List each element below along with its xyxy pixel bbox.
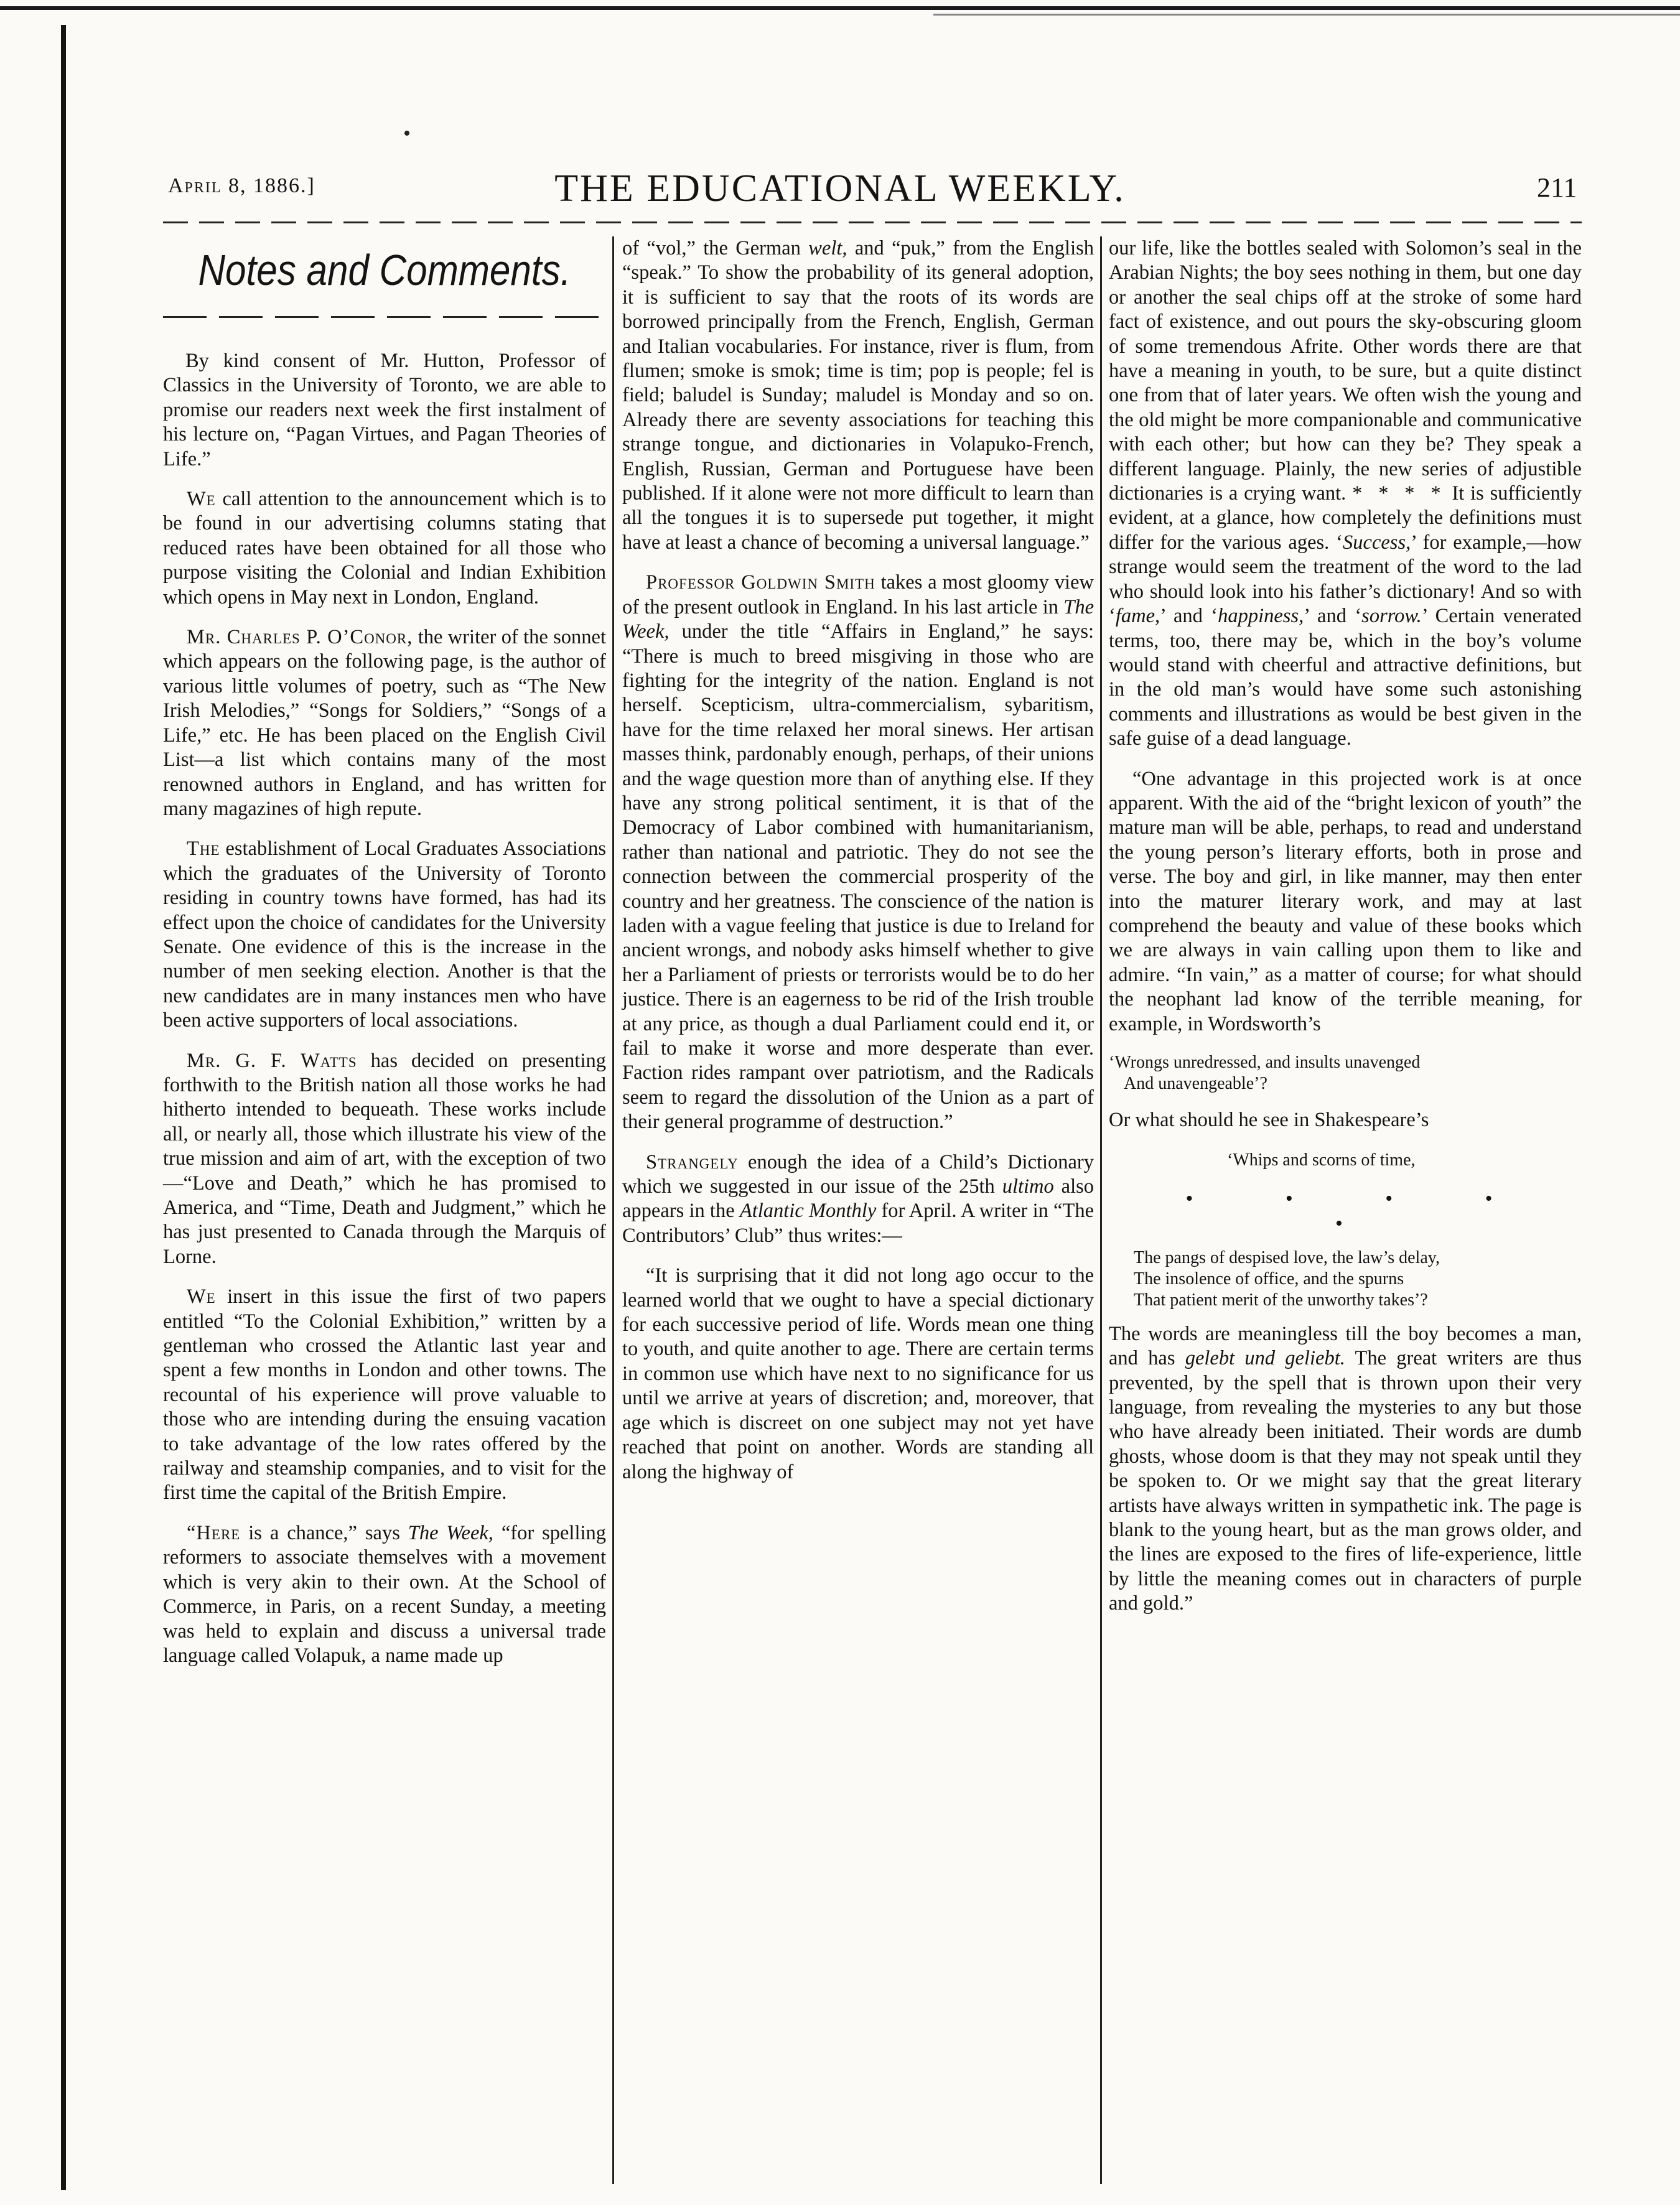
paragraph-graduates-associations bbox=[163, 837, 606, 1033]
verse-line: That patient merit of the unworthy takes’? bbox=[1134, 1290, 1428, 1310]
paragraph-text: call attention to the announcement which is to be found in our advertising columns stating that reduced rates have been obtained for all those who purpose visiting the Colonial and Indian Exhibition which opens in May next in London, England. bbox=[163, 488, 606, 608]
lead-word: We bbox=[187, 1285, 216, 1308]
column-divider-2 bbox=[1100, 236, 1102, 2184]
paragraph-text: insert in this issue the first of two papers entitled “To the Colonial Exhibition,” written by a gentleman who crossed the Atlantic last year and spent a few months in London and other towns. The recountal of his experience will prove valuable to those who are intending during the ensuing vacation to take advantage of the low rates offered by the railway and steamship companies, and to visit for the first time the capital of the British Empire. bbox=[163, 1285, 606, 1504]
italic-word: ultimo bbox=[1002, 1175, 1054, 1198]
lead-word: Professor Goldwin Smith bbox=[646, 571, 875, 594]
verse-line: The insolence of office, and the spurns bbox=[1134, 1269, 1404, 1289]
paragraph-meaningless-words bbox=[1109, 1322, 1582, 1616]
quotation-shakespeare-opening: ‘Whips and scorns of time, bbox=[1227, 1150, 1416, 1170]
paragraph-text: The words are meaningless till the boy becomes a man, and has bbox=[1109, 1322, 1582, 1370]
paragraph-colonial-exhibition bbox=[163, 1285, 606, 1506]
lead-word: Mr. Charles P. O’Conor, bbox=[187, 626, 413, 649]
column-2 bbox=[622, 236, 1094, 1500]
paragraph-text: ’ for example,—how strange would seem the treatment of the word to the lad who should look into his father’s dictionary! And so with ‘ bbox=[1109, 531, 1582, 628]
paragraph-text: takes a most gloomy view of the present outlook in England. In his last article in bbox=[622, 571, 1094, 618]
section-title: Notes and Comments. bbox=[198, 246, 571, 294]
page-number: 211 bbox=[1537, 172, 1577, 203]
paragraph-text: ’ Certain venerated terms, too, there may be, which in the boy’s volume would stand with cheerful and attractive definitions, but in the old man’s would have some such astonishing comments and illustrations as would be best given in the safe guise of a dead language. bbox=[1109, 605, 1582, 750]
italic-word: Success, bbox=[1343, 531, 1411, 554]
italic-title: The Week, bbox=[408, 1521, 493, 1544]
paragraph-text: for April. A writer in “The Contributors’ Club” thus writes:— bbox=[622, 1200, 1094, 1247]
paragraph-text: enough the idea of a Child’s Dictionary which we suggested in our issue of the 25th bbox=[622, 1150, 1094, 1198]
lead-word: “Here bbox=[187, 1521, 241, 1544]
lead-word: Strangely bbox=[646, 1150, 739, 1173]
italic-phrase: gelebt und geliebt. bbox=[1185, 1347, 1345, 1370]
issue-date: April 8, 1886.] bbox=[168, 174, 315, 197]
asterism: * * * * bbox=[1352, 482, 1446, 505]
paragraph-text: of “vol,” the German bbox=[622, 237, 809, 259]
publication-title: THE EDUCATIONAL WEEKLY. bbox=[554, 167, 1126, 210]
top-border-rule-secondary bbox=[933, 14, 1680, 16]
section-title-rule bbox=[163, 316, 606, 318]
quotation-line: ‘Wrongs unredressed, and insults unavenged bbox=[1109, 1053, 1421, 1072]
column-divider-1 bbox=[612, 236, 614, 2184]
top-border-rule bbox=[0, 6, 1680, 10]
column-1 bbox=[163, 236, 606, 1684]
lead-word: The bbox=[187, 837, 220, 860]
paragraph-text: is a chance,” says bbox=[240, 1521, 408, 1544]
paragraph-text: has decided on presenting forthwith to the British nation all those works he had hitherto intended to bequeath. These works include all, or nearly all, those which illustrate his view of the true mission and aim of art, with the exception of two—“Love and Death,” which he has promised to America, and “Time, Death and Judgment,” which he has just presented to Canada through the Marquis of Lorne. bbox=[163, 1049, 606, 1268]
paragraph-oconor bbox=[163, 625, 606, 821]
paragraph-watts bbox=[163, 1049, 606, 1270]
header-rule bbox=[163, 221, 1582, 223]
column-3 bbox=[1109, 236, 1582, 1632]
paragraph-text: It is sufficiently evident, at a glance, how completely the definitions must differ for the various ages. ‘ bbox=[1109, 482, 1582, 554]
italic-title: Atlantic Monthly bbox=[739, 1200, 877, 1223]
paragraph-text: ’ and ‘ bbox=[1304, 605, 1362, 628]
italic-word: happiness, bbox=[1218, 605, 1304, 628]
paragraph-text: under the title “Affairs in England,” he says: “There is much to breed misgiving in those who are fighting for the integrity of the nation. England is not herself. Scepticism, ultra-commercialism, sybaritism, have for the time relaxed her moral sinews. Her artisan masses think, pardonably enough, perhaps, of their unions and the wage question more than of anything else. If they have any strong political sentiment, it is that of the Democracy of Labor combined with humanitarianism, rather than national and patriotic. They do not see the connection between the commercial prosperity of the country and her greatness. The conscience of the nation is laden with a vague feeling that justice is due to Ireland for ancient wrongs, and nobody asks himself whether to give her a Parliament of priests or terrorists would be to do her justice. There is an eagerness to be rid of the Irish trouble at any price, as though a dual Parliament could end it, or fail to make it worse and more desperate than ever. Faction rides rampant over patriotism, and the Radicals seem to regard the dissolution of the Union as a part of their general programme of destruction.” bbox=[622, 620, 1094, 1134]
verse-line: The pangs of despised love, the law’s delay, bbox=[1134, 1247, 1440, 1267]
lead-word: We bbox=[187, 488, 216, 511]
paragraph-volapuk-continued bbox=[622, 236, 1094, 555]
paragraph-text: ’ and ‘ bbox=[1160, 605, 1218, 628]
italic-word: sorrow. bbox=[1361, 605, 1422, 628]
paragraph-text: our life, like the bottles sealed with Solomon’s seal in the Arabian Nights; the boy sees nothing in them, but one day or another the seal chips off at the stroke of some hard fact of existence, and out pours the sky-obscuring gloom of some tremendous Afrite. Other words there are that have a meaning in youth, to be sure, but a quite distinct one from that of later years. We often wish the young and the old might be more companionable and communicative with each other; but how can they be? They speak a different language. Plainly, the new series of adjustible dictionaries is a crying want. bbox=[1109, 237, 1582, 505]
paragraph-childs-dictionary bbox=[622, 1150, 1094, 1249]
lead-word: Mr. G. F. Watts bbox=[187, 1049, 357, 1072]
quotation-line: And unavengeable’? bbox=[1124, 1074, 1267, 1093]
paragraph-atlantic-quote: “It is surprising that it did not long ago occur to the learned world that we ought to have a special dictionary for each successive period of life. Words mean one thing to youth, and quite another to age. There are certain terms in common use which have next to no significance for us until we arrive at years of discretion; and, moreover, that age which is discreet on one subject may not yet have reached that point on another. Words are standing all along the highway of bbox=[622, 1264, 1094, 1483]
italic-title: The Week, bbox=[622, 595, 1094, 643]
paragraph-shakespeare: Or what should he see in Shakespeare’s bbox=[1109, 1109, 1429, 1131]
ink-speck bbox=[404, 131, 409, 136]
paragraph-text: “for spelling reformers to associate themselves with a movement which is very akin to their own. At the School of Commerce, in Paris, on a recent Sunday, a meeting was held to explain and discuss a universal trade language called Volapuk, a name made up bbox=[163, 1521, 607, 1667]
paragraph-words-highway bbox=[1109, 236, 1582, 752]
paragraph-text: also appears in the bbox=[622, 1175, 1094, 1223]
paragraph-text: and “puk,” from the English “speak.” To show the probability of its general adoption, it is sufficient to say that the roots of its words are borrowed principally from the French, English, German and Italian vocabularies. For instance, river is flum, from flumen; smoke is smok; time is tim; pop is people; fel is field; baludel is Sunday; maludel is Monday and so on. Already there are seventy associations for teaching this strange tongue, and dictionaries in Volapuko-French, English, Russian, German and Portuguese have been published. If it alone were not more difficult to learn than all the tongues it is to supersede put together, it might have at least a chance of becoming a universal language.” bbox=[622, 237, 1094, 554]
quotation-wordsworth bbox=[1109, 1052, 1582, 1094]
paragraph-advantage: “One advantage in this projected work is at once apparent. With the aid of the “bright lexicon of youth” the mature man will be able, perhaps, to read and understand the young person’s literary efforts, both in prose and verse. The boy and girl, in like manner, may then enter into the maturer literary work, and may at last comprehend the beauty and value of these books which we are always in vain calling upon them to like and admire. “In vain,” as a matter of course; for what should the neophant lad know of the terrible meaning, for example, in Wordsworth’s bbox=[1109, 767, 1582, 1035]
paragraph-exhibition-rates bbox=[163, 487, 606, 610]
paragraph-text: establishment of Local Graduates Associations which the graduates of the University of Toronto residing in country towns have formed, has had its effect upon the choice of candidates for the University Senate. One evidence of this is the increase in the number of men seeking election. Another is that the new candidates are in many instances men who have been active supporters of local associations. bbox=[163, 837, 606, 1032]
paragraph-hutton-lecture: By kind consent of Mr. Hutton, Professor of Classics in the University of Toronto, we are able to promise our readers next week the first instalment of his lecture on, “Pagan Virtues, and Pagan Theories of Life.” bbox=[163, 350, 606, 470]
paragraph-text: The great writers are thus prevented, by the spell that is thrown upon their very language, from revealing the mysteries to any but those who have already been initiated. Their words are dumb ghosts, whose doom is that they may not speak until they be spoken to. Or we might say that the great literary artists have always written in sympathetic ink. The page is blank to the young heart, but as the man grows older, and the lines are exposed to the fires of life-experience, little by little the meaning comes out in characters of purple and gold.” bbox=[1109, 1347, 1582, 1615]
paragraph-volapuk bbox=[163, 1521, 606, 1668]
italic-word: welt, bbox=[808, 237, 847, 259]
italic-word: fame, bbox=[1115, 605, 1160, 628]
quotation-shakespeare-verse bbox=[1109, 1247, 1582, 1311]
paragraph-text: the writer of the sonnet which appears on the following page, is the author of various little volumes of poetry, such as “The New Irish Melodies,” “Songs for Soldiers,” “Songs of a Life,” etc. He has been placed on the English Civil List—a list which contains many of the most renowned authors in England, and has written for many magazines of high repute. bbox=[163, 626, 606, 820]
paragraph-goldwin-smith bbox=[622, 571, 1094, 1134]
ellipsis-dots: • • • • • bbox=[1185, 1186, 1536, 1235]
binding-edge bbox=[61, 25, 66, 2190]
